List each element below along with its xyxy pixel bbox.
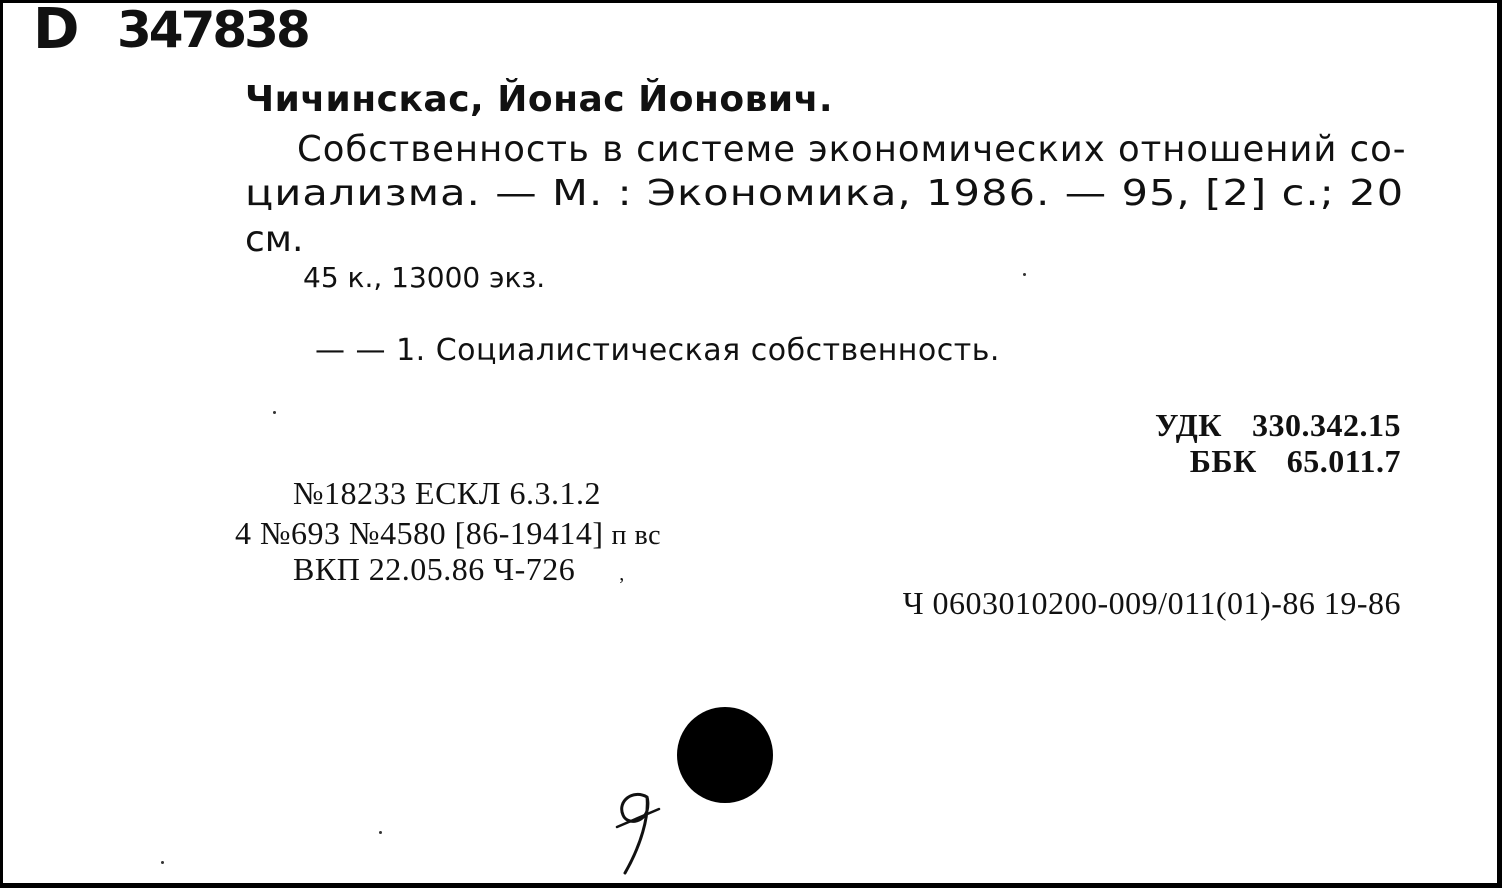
technical-line-2-main: 4 №693 №4580 [86-19414] (235, 515, 604, 551)
udk-code (1155, 407, 1401, 444)
udk-label: УДК (1155, 407, 1222, 443)
title-line-1: Собственность в системе экономических отношений со- (297, 129, 1407, 170)
paper-speck (379, 831, 382, 834)
stamp-letter: D (33, 0, 80, 62)
technical-line-1: №18233 ЕСКЛ 6.3.1.2 (293, 475, 601, 511)
title-line-2: циализма. — М. : Экономика, 1986. — 95, [2] с.; 20 (245, 173, 1405, 214)
subject-heading: — — 1. Социалистическая собственность. (315, 333, 1000, 368)
title-line-3: см. (245, 219, 304, 260)
punch-hole (677, 707, 773, 803)
catalog-code: Ч 0603010200-009/011(01)-86 19-86 (902, 585, 1401, 621)
price-and-print-run: 45 к., 13000 экз. (303, 261, 546, 294)
technical-line-2 (235, 515, 661, 552)
technical-line-3-mark: , (619, 563, 625, 585)
bbk-label: ББК (1189, 443, 1257, 479)
technical-line-2-tail: п вс (611, 520, 661, 551)
udk-value: 330.342.15 (1252, 407, 1401, 443)
stamp-number: 347838 (117, 1, 308, 59)
author-heading: Чичинскас, Йонас Йонович. (245, 79, 834, 120)
paper-speck (273, 411, 276, 414)
bbk-code (1190, 443, 1401, 480)
technical-line-3-main: ВКП 22.05.86 Ч-726 (293, 551, 576, 587)
paper-speck (1023, 273, 1026, 276)
handwritten-mark (603, 783, 673, 888)
technical-line-3 (293, 551, 625, 588)
paper-speck (161, 861, 164, 864)
bbk-value: 65.011.7 (1286, 443, 1401, 479)
